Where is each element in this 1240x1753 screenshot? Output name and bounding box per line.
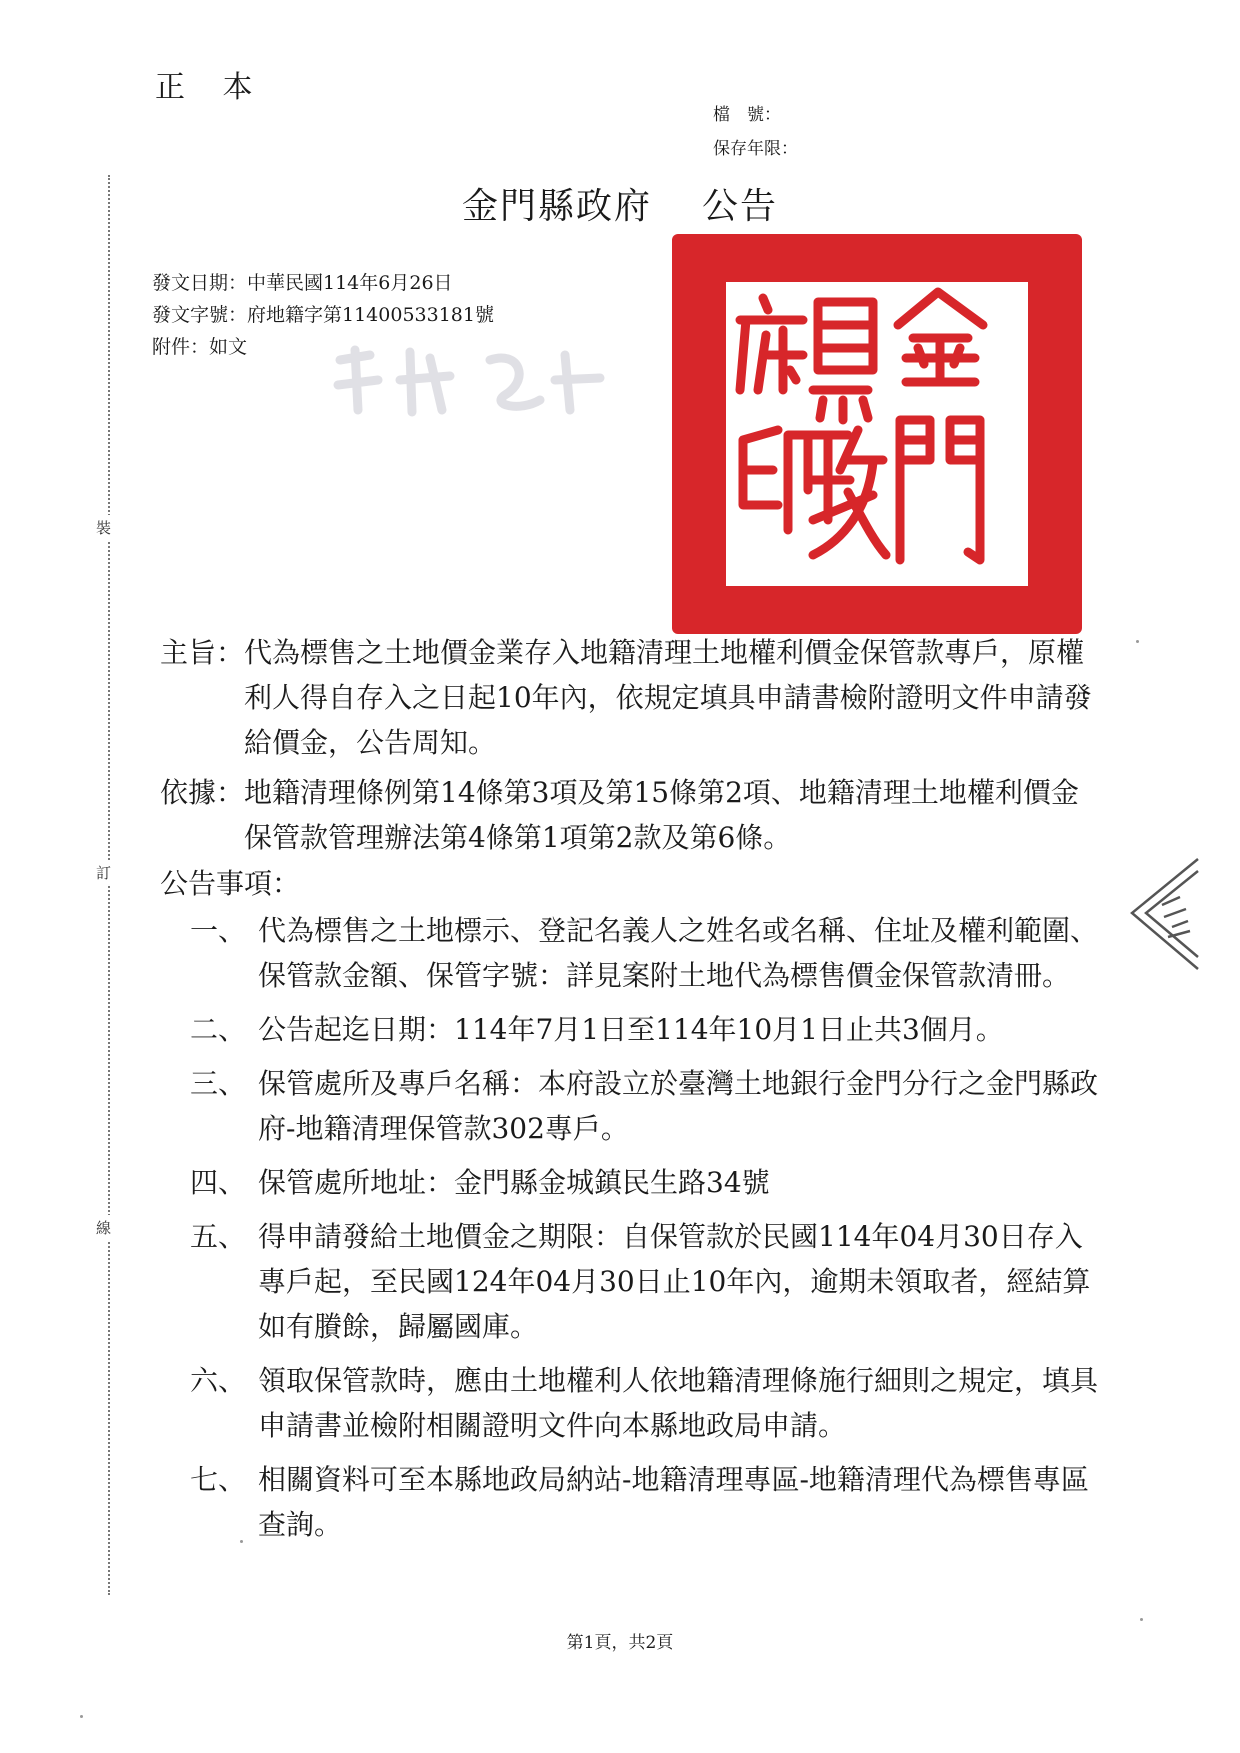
- edge-stamp-mark: [1128, 855, 1200, 973]
- notice-item-text: 代為標售之土地標示、登記名義人之姓名或名稱、住址及權利範圍、保管款金額、保管字號：詳見案附土地代為標售價金保管款清冊。: [258, 914, 1099, 992]
- document-number: 發文字號：府地籍字第11400533181號: [152, 304, 494, 326]
- title-document-type: 公告: [702, 186, 779, 227]
- notice-item-2: [190, 1007, 1100, 1052]
- issue-date: 發文日期：中華民國114年6月26日: [152, 272, 453, 294]
- notice-item-3: [190, 1061, 1100, 1151]
- basis-label: 依據：: [160, 776, 245, 809]
- subject-paragraph: [160, 630, 1100, 765]
- notice-item-text: 領取保管款時，應由土地權利人依地籍清理條施行細則之規定，填具申請書並檢附相關證明文件向本縣地政局申請。: [258, 1364, 1099, 1442]
- faint-signature-mark: [330, 340, 610, 420]
- binding-mark-3: 線: [96, 1215, 111, 1240]
- basis-text: 地籍清理條例第14條第3項及第15條第2項、地籍清理土地權利價金保管款管理辦法第4條第1項第2款及第6條。: [244, 776, 1079, 854]
- notice-item-7: [190, 1457, 1100, 1547]
- notices-heading: 公告事項：: [160, 867, 301, 900]
- file-number-label: 檔 號：: [713, 105, 781, 125]
- scan-speck: [240, 1540, 243, 1543]
- copy-mark: 正 本: [155, 70, 267, 105]
- notice-item-number: 五、: [190, 1220, 247, 1253]
- retention-period-label: 保存年限：: [713, 139, 798, 159]
- binding-mark-2: 訂: [96, 860, 111, 885]
- notice-item-6: [190, 1358, 1100, 1448]
- subject-text: 代為標售之土地價金業存入地籍清理土地權利價金保管款專戶，原權利人得自存入之日起10年內，依規定填具申請書檢附證明文件申請發給價金，公告周知。: [244, 636, 1092, 759]
- official-seal: [668, 230, 1086, 638]
- notice-item-1: [190, 908, 1100, 998]
- page-number: 第1頁，共2頁: [566, 1633, 674, 1653]
- title-organization: 金門縣政府: [461, 186, 652, 227]
- scan-speck: [1140, 1618, 1143, 1621]
- scan-speck: [1136, 640, 1139, 643]
- notice-item-text: 保管處所及專戶名稱：本府設立於臺灣土地銀行金門分行之金門縣政府-地籍清理保管款302專戶。: [258, 1067, 1099, 1145]
- notice-items-list: [190, 908, 1100, 1556]
- notice-item-number: 七、: [190, 1463, 247, 1496]
- binding-margin-line: [108, 175, 110, 1595]
- notice-item-text: 得申請發給土地價金之期限：自保管款於民國114年04月30日存入專戶起，至民國124年04月30日止10年內，逾期未領取者，經結算如有賸餘，歸屬國庫。: [258, 1220, 1091, 1343]
- notice-item-number: 三、: [190, 1067, 247, 1100]
- binding-mark-1: 裝: [96, 515, 111, 540]
- notice-item-4: [190, 1160, 1100, 1205]
- subject-label: 主旨：: [160, 636, 245, 669]
- notice-item-number: 六、: [190, 1364, 247, 1397]
- document-title: [0, 178, 1240, 229]
- scan-speck: [80, 1715, 83, 1718]
- basis-paragraph: [160, 770, 1100, 860]
- notice-item-number: 一、: [190, 914, 247, 947]
- notice-item-5: [190, 1214, 1100, 1349]
- notice-item-text: 保管處所地址：金門縣金城鎮民生路34號: [258, 1166, 770, 1199]
- attachment-note: 附件：如文: [152, 336, 248, 358]
- notice-item-text: 相關資料可至本縣地政局納站-地籍清理專區-地籍清理代為標售專區查詢。: [258, 1463, 1089, 1541]
- notice-item-number: 二、: [190, 1013, 247, 1046]
- notice-item-number: 四、: [190, 1166, 247, 1199]
- notice-item-text: 公告起迄日期：114年7月1日至114年10月1日止共3個月。: [258, 1013, 1004, 1046]
